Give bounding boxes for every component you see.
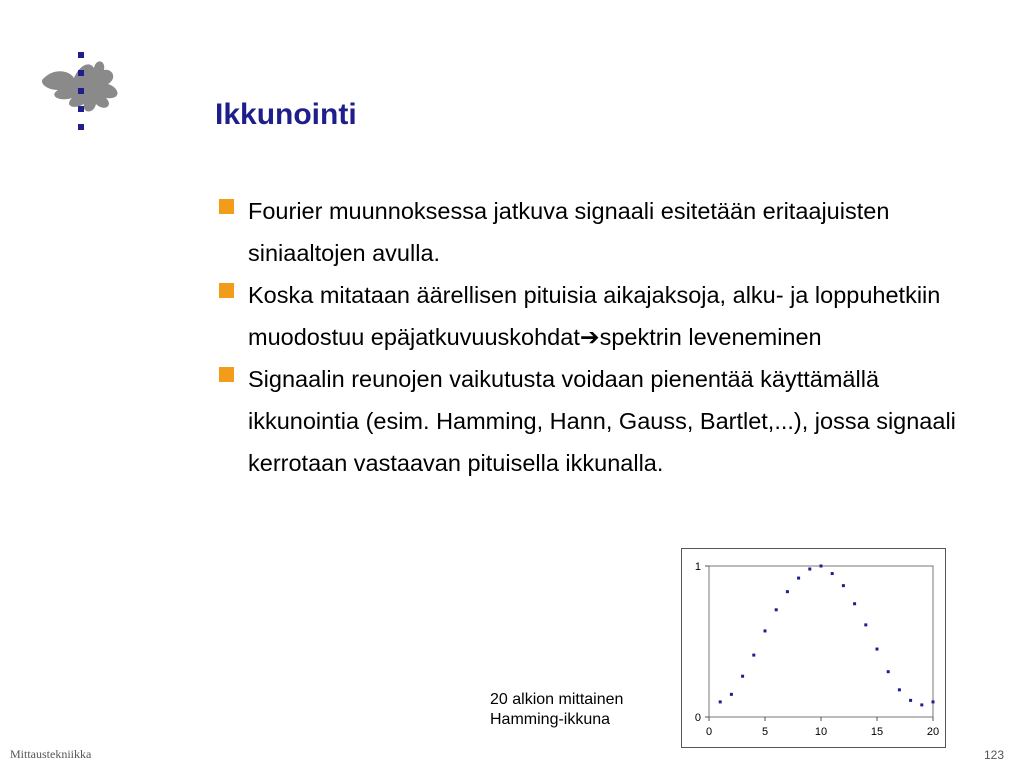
bullet-text: Fourier muunnoksessa jatkuva signaali esitetään eritaajuisten siniaaltojen avulla. — [248, 198, 890, 266]
data-point — [853, 602, 856, 605]
data-point — [775, 608, 778, 611]
bullet-list — [217, 190, 957, 484]
data-point — [786, 590, 789, 593]
bullet-item — [217, 274, 957, 358]
x-tick-label: 10 — [814, 726, 828, 738]
bullet-item — [217, 190, 957, 274]
caption-line: 20 alkion mittainen — [490, 691, 624, 708]
bullet-text-continued: spektrin leveneminen — [599, 324, 822, 350]
data-point — [842, 584, 845, 587]
bullet-square-icon — [219, 367, 234, 382]
bullet-text: Signaalin reunojen vaikutusta voidaan pienentää käyttämällä ikkunointia (esim. Hamming, Hann, Gauss, Bartlet,...), jossa signaali kerrotaan vastaavan pituisella ikkunalla. — [248, 366, 956, 476]
caption-line: Hamming-ikkuna — [490, 711, 611, 728]
slide-title: Ikkunointi — [215, 98, 357, 131]
hamming-window-chart — [681, 548, 946, 748]
bullet-item — [217, 358, 957, 484]
data-point — [741, 675, 744, 678]
data-point — [730, 693, 733, 696]
data-point — [864, 623, 867, 626]
data-point — [831, 572, 834, 575]
page-number: 123 — [983, 748, 1004, 762]
data-point — [764, 629, 767, 632]
footer-course-name: Mittaustekniikka — [10, 747, 92, 761]
data-point — [876, 648, 879, 651]
data-point — [752, 654, 755, 657]
x-tick-label: 5 — [761, 726, 769, 738]
data-point — [909, 699, 912, 702]
chart-caption — [490, 690, 623, 730]
x-tick-label: 0 — [705, 726, 713, 738]
plot-area-frame — [709, 566, 933, 717]
bullet-square-icon — [219, 283, 234, 298]
data-point — [797, 577, 800, 580]
x-tick-label: 20 — [926, 726, 940, 738]
data-point — [887, 670, 890, 673]
flame-logo-icon — [34, 48, 126, 136]
right-arrow-icon: ➔ — [579, 324, 600, 350]
bullet-square-icon — [219, 199, 234, 214]
data-point — [820, 565, 823, 568]
y-tick-label: 1 — [694, 561, 701, 573]
x-tick-label: 15 — [870, 726, 884, 738]
data-point — [932, 700, 935, 703]
bullet-text: Koska mitataan äärellisen pituisia aikajaksoja, alku- ja loppuhetkiin muodostuu epäjatkuvuuskohdat — [248, 282, 941, 350]
y-tick-label: 0 — [694, 712, 701, 724]
data-point — [808, 568, 811, 571]
chart-canvas — [682, 549, 945, 747]
data-point — [719, 700, 722, 703]
data-point — [920, 703, 923, 706]
data-point — [898, 688, 901, 691]
